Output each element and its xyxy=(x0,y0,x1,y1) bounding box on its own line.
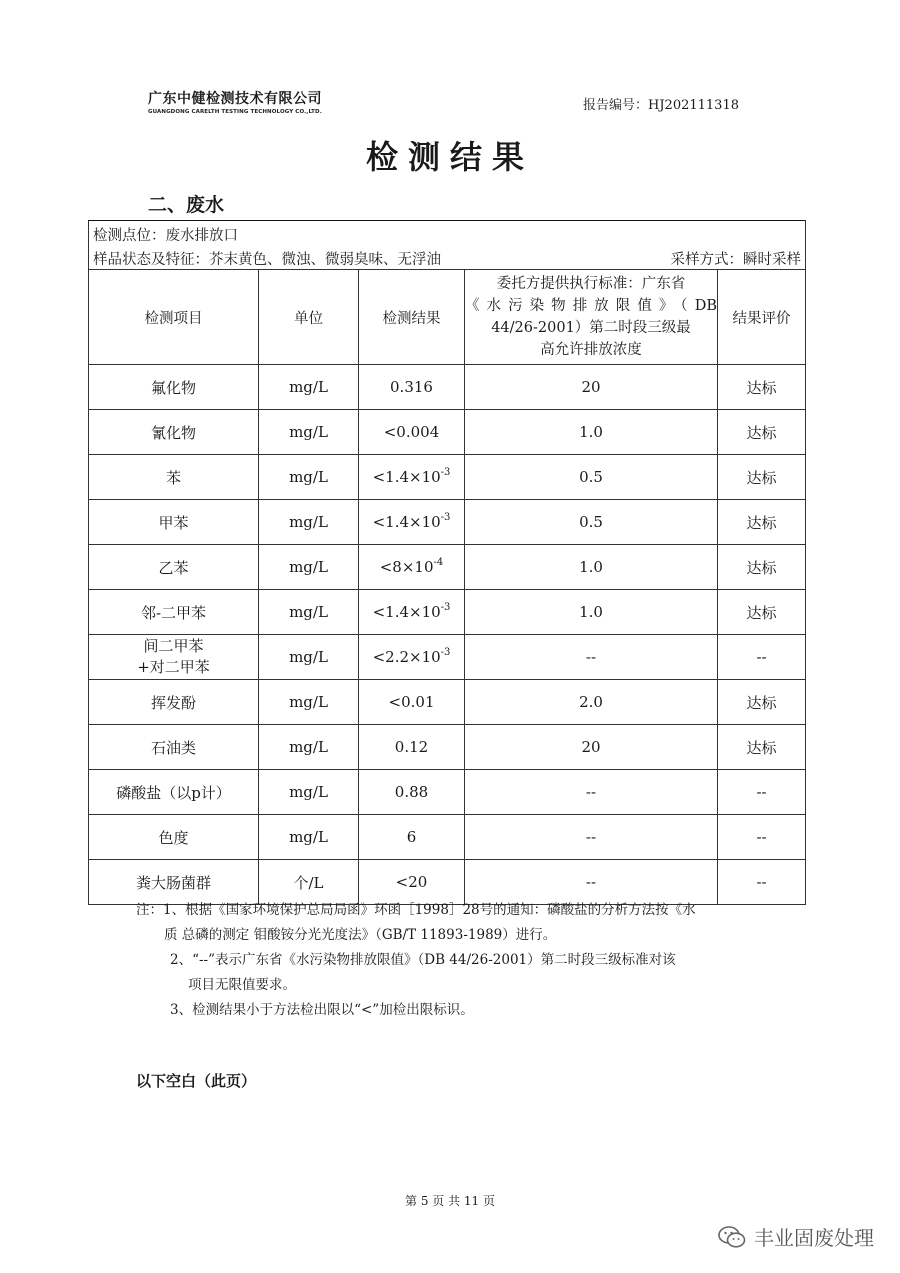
cell-result xyxy=(359,410,465,455)
note-2-line-2: 项目无限值要求。 xyxy=(188,977,296,993)
note-2-line-1: 2、“--”表示广东省《水污染物排放限值》（DB 44/26-2001）第二时段三级标准对该 xyxy=(170,952,676,968)
table-row xyxy=(89,815,806,860)
table-row xyxy=(89,635,806,680)
cell-item: 苯 xyxy=(89,455,259,500)
note-1-line-1: 注：1、根据《国家环境保护总局局函》环函［1998］28号的通知：磷酸盐的分析方法按《水 xyxy=(136,902,696,918)
result-value: 6 xyxy=(406,828,417,846)
note-3-line-1: 3、检测结果小于方法检出限以“<”加检出限标识。 xyxy=(170,1002,474,1018)
cell-evaluation: 达标 xyxy=(718,590,806,635)
company-header xyxy=(148,88,322,115)
sample-row xyxy=(89,247,806,270)
cell-limit: 0.5 xyxy=(465,455,718,500)
company-name-en: GUANGDONG CARELTH TESTING TECHNOLOGY CO.,LTD. xyxy=(148,109,322,115)
note-1-line-2: 质 总磷的测定 钼酸铵分光光度法》（GB/T 11893-1989）进行。 xyxy=(164,927,557,943)
page-title: 检测结果 xyxy=(365,138,534,176)
header-result: 检测结果 xyxy=(359,270,465,365)
cell-result xyxy=(359,815,465,860)
cell-unit: mg/L xyxy=(259,725,359,770)
cell-limit: -- xyxy=(465,635,718,680)
blank-note: 以下空白（此页） xyxy=(136,1072,257,1090)
cell-limit: 1.0 xyxy=(465,410,718,455)
table-row xyxy=(89,365,806,410)
table-row xyxy=(89,770,806,815)
cell-evaluation: -- xyxy=(718,860,806,905)
header-standard-line: 委托方提供执行标准：广东省 xyxy=(496,276,686,292)
cell-item: 乙苯 xyxy=(89,545,259,590)
cell-item: 磷酸盐（以p计） xyxy=(89,770,259,815)
result-value: <0.004 xyxy=(383,423,440,441)
cell-result xyxy=(359,770,465,815)
cell-unit: mg/L xyxy=(259,500,359,545)
cell-limit: 20 xyxy=(465,365,718,410)
cell-item: 氰化物 xyxy=(89,410,259,455)
cell-item-line: +对二甲苯 xyxy=(137,658,210,676)
result-value: <1.4×10 xyxy=(372,603,441,621)
sample-value: 芥末黄色、微浊、微弱臭味、无浮油 xyxy=(209,251,441,268)
table-row xyxy=(89,500,806,545)
table-row xyxy=(89,680,806,725)
result-value: <8×10 xyxy=(379,558,434,576)
cell-limit: 20 xyxy=(465,725,718,770)
sampling-value: 瞬时采样 xyxy=(743,251,802,268)
cell-unit: mg/L xyxy=(259,545,359,590)
header-standard-line: 高允许排放浓度 xyxy=(540,342,642,358)
cell-item: 色度 xyxy=(89,815,259,860)
cell-evaluation: -- xyxy=(718,635,806,680)
cell-item: 挥发酚 xyxy=(89,680,259,725)
section-heading: 二、废水 xyxy=(148,194,225,216)
result-exponent: -3 xyxy=(440,512,451,523)
header-standard xyxy=(465,270,718,365)
cell-unit: mg/L xyxy=(259,365,359,410)
cell-unit: mg/L xyxy=(259,590,359,635)
result-exponent: -3 xyxy=(440,467,451,478)
table-row xyxy=(89,455,806,500)
site-value: 废水排放口 xyxy=(165,227,238,244)
cell-limit: 1.0 xyxy=(465,590,718,635)
cell-item: 氟化物 xyxy=(89,365,259,410)
result-value: <20 xyxy=(395,873,428,891)
result-value: <0.01 xyxy=(388,693,435,711)
header-standard-line: 44/26-2001）第二时段三级最 xyxy=(491,320,691,336)
site-row xyxy=(89,221,806,248)
cell-item: 粪大肠菌群 xyxy=(89,860,259,905)
cell-evaluation: 达标 xyxy=(718,725,806,770)
watermark xyxy=(718,1222,874,1251)
table-row xyxy=(89,410,806,455)
result-value: 0.88 xyxy=(394,783,429,801)
cell-item: 邻-二甲苯 xyxy=(89,590,259,635)
result-value: <1.4×10 xyxy=(372,468,441,486)
cell-evaluation: 达标 xyxy=(718,365,806,410)
table-header-row xyxy=(89,270,806,365)
cell-limit: 0.5 xyxy=(465,500,718,545)
wechat-icon xyxy=(718,1225,746,1249)
cell-evaluation: 达标 xyxy=(718,455,806,500)
report-number: 报告编号：HJ202111318 xyxy=(583,98,739,113)
page-number: 第 5 页 共 11 页 xyxy=(405,1194,495,1208)
result-value: <2.2×10 xyxy=(372,648,441,666)
cell-evaluation: -- xyxy=(718,770,806,815)
results-table xyxy=(88,220,806,905)
header-unit: 单位 xyxy=(259,270,359,365)
header-standard-line: 《水污染物排放限值》（DB xyxy=(465,298,717,314)
table-row xyxy=(89,590,806,635)
cell-unit: mg/L xyxy=(259,680,359,725)
cell-limit: -- xyxy=(465,770,718,815)
cell-unit: mg/L xyxy=(259,815,359,860)
result-value: 0.12 xyxy=(394,738,429,756)
result-exponent: -4 xyxy=(433,557,444,568)
cell-unit: mg/L xyxy=(259,410,359,455)
cell-result xyxy=(359,545,465,590)
result-exponent: -3 xyxy=(440,647,451,658)
cell-evaluation: 达标 xyxy=(718,680,806,725)
company-name-cn: 广东中健检测技术有限公司 xyxy=(148,91,322,107)
cell-limit: 1.0 xyxy=(465,545,718,590)
cell-result xyxy=(359,635,465,680)
cell-evaluation: 达标 xyxy=(718,500,806,545)
cell-unit: mg/L xyxy=(259,635,359,680)
watermark-text: 丰业固废处理 xyxy=(754,1226,874,1250)
cell-limit: -- xyxy=(465,860,718,905)
cell-evaluation: -- xyxy=(718,815,806,860)
cell-limit: -- xyxy=(465,815,718,860)
cell-limit: 2.0 xyxy=(465,680,718,725)
cell-result xyxy=(359,680,465,725)
cell-unit: mg/L xyxy=(259,455,359,500)
cell-result xyxy=(359,725,465,770)
sampling-method xyxy=(671,248,802,269)
sampling-label: 采样方式： xyxy=(670,251,744,268)
result-exponent: -3 xyxy=(440,602,451,613)
cell-result xyxy=(359,365,465,410)
table-row xyxy=(89,545,806,590)
cell-result xyxy=(359,500,465,545)
cell-result xyxy=(359,590,465,635)
cell-unit: 个/L xyxy=(259,860,359,905)
cell-item: 石油类 xyxy=(89,725,259,770)
result-value: <1.4×10 xyxy=(372,513,441,531)
cell-item-line: 间二甲苯 xyxy=(143,637,204,655)
cell-evaluation: 达标 xyxy=(718,545,806,590)
site-label: 检测点位： xyxy=(93,227,166,244)
cell-item xyxy=(89,635,259,680)
header-item: 检测项目 xyxy=(89,270,259,365)
cell-item: 甲苯 xyxy=(89,500,259,545)
cell-evaluation: 达标 xyxy=(718,410,806,455)
sample-label: 样品状态及特征： xyxy=(93,251,209,268)
header-evaluation: 结果评价 xyxy=(718,270,806,365)
notes xyxy=(136,898,776,1023)
table-row xyxy=(89,725,806,770)
result-value: 0.316 xyxy=(390,378,433,396)
cell-result xyxy=(359,455,465,500)
cell-unit: mg/L xyxy=(259,770,359,815)
